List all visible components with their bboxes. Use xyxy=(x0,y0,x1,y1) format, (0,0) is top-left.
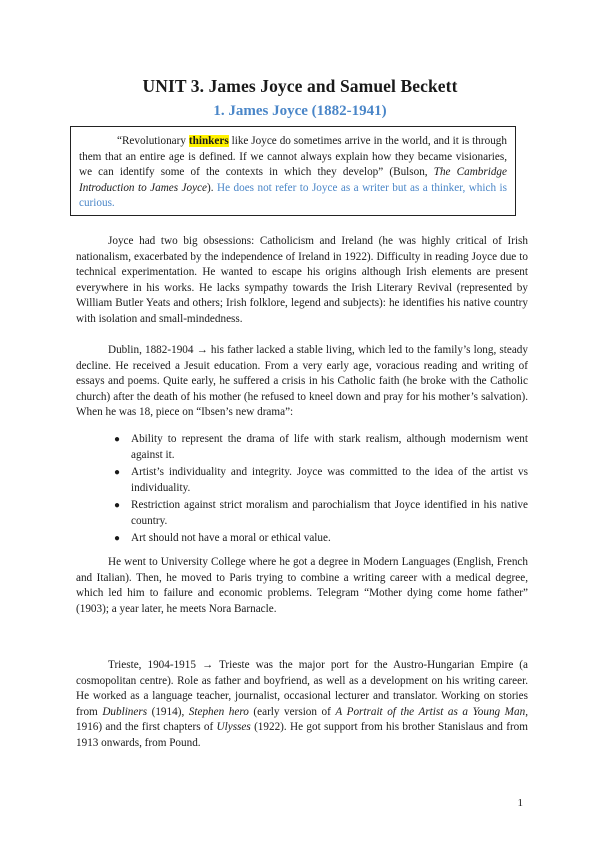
list-item xyxy=(114,432,528,463)
work-title-portrait: A Portrait of the Artist as a Young Man xyxy=(335,705,526,718)
work-title-stephen-hero: Stephen hero xyxy=(188,705,249,718)
bullet-icon: ● xyxy=(114,499,121,511)
work-title-ulysses: Ulysses xyxy=(216,721,251,734)
paragraph-university: He went to University College where he got a degree in Modern Languages (English, French and Italian). Then, he moved to Paris trying to combine a writing career with a medical degree, which led him to failure and economic problems. Telegram “Mother dying come home father” (1903); a year later, he meets Nora Barnacle. xyxy=(76,556,528,615)
list-item xyxy=(114,498,528,529)
quote-close: ). xyxy=(207,181,217,194)
list-item xyxy=(114,531,528,547)
bullet-list xyxy=(114,432,528,548)
trieste-text: , 1916) and the first chapters of xyxy=(76,705,528,734)
trieste-text: (early version of xyxy=(248,705,336,718)
trieste-text: Trieste, 1904-1915 → Trieste was the major port for the Austro-Hungarian Empire (a cosmopolitan centre). Role as father and boyfriend, as well as a development on his writing career. He worked as a language teacher, journalist, occasional lecturer and translator. Working on stories from xyxy=(76,659,528,718)
paragraph-dublin: Dublin, 1882-1904 → his father lacked a stable living, which led to the family’s long, steady decline. He received a Jesuit education. From a very early age, voracious reading and writing of essays and poems. Quite early, he suffered a crisis in his Catholic faith (he broke with the Catholic church) after the death of his mother (he refused to kneel down and pray for his mother’s salvation). When he was 18, piece on “Ibsen’s new drama”: xyxy=(76,344,528,419)
highlighted-word: thinkers xyxy=(188,135,229,147)
quote-box xyxy=(70,126,516,216)
quote-comment: He does not refer to Joyce as a writer but as a thinker, which is curious. xyxy=(79,181,507,210)
bullet-icon: ● xyxy=(114,532,121,544)
paragraph-obsessions: Joyce had two big obsessions: Catholicism and Ireland (he was highly critical of Irish nationalism, exacerbated by the independence of Ireland in 1922). Difficulty in reading Joyce due to technical experimentation. He wanted to escape his origins although Irish elements are present everywhere in his works. He lacks sympathy towards the Irish Literary Revival (represented by William Butler Yeats and others; Irish folklore, legend and subjects): he identifies his native country with isolation and small-mindedness. xyxy=(76,235,528,325)
trieste-text: (1922). He got support from his brother Stanislaus and from 1913 onwards, from Pound. xyxy=(76,721,528,749)
bullet-icon: ● xyxy=(114,466,121,478)
bullet-icon: ● xyxy=(114,434,121,445)
trieste-text: (1914), xyxy=(147,705,189,718)
list-item-text: Restriction against strict moralism and parochialism that Joyce identified in his native country. xyxy=(131,498,528,527)
list-item-text: Ability to represent the drama of life with stark realism, although modernism went against it. xyxy=(131,433,528,461)
book-title: The Cambridge Introduction to James Joyce xyxy=(79,166,507,194)
quote-text: like Joyce do sometimes arrive in the world, and it is through them that an entire age is defined. If we cannot always explain how they became visionaries, we can identify some of the contexts in which they develop” (Bulson, xyxy=(79,135,507,179)
work-title-dubliners: Dubliners xyxy=(102,705,148,718)
paragraph-trieste xyxy=(76,658,528,752)
list-item-text: Artist’s individuality and integrity. Joyce was committed to the idea of the artist vs individuality. xyxy=(131,465,528,494)
section-heading: 1. James Joyce (1882-1941) xyxy=(213,103,387,119)
unit-title: UNIT 3. James Joyce and Samuel Beckett xyxy=(142,76,458,96)
page-number: 1 xyxy=(517,797,523,809)
list-item xyxy=(114,465,528,496)
quote-open: “Revolutionary xyxy=(117,135,189,147)
list-item-text: Art should not have a moral or ethical value. xyxy=(131,531,331,544)
